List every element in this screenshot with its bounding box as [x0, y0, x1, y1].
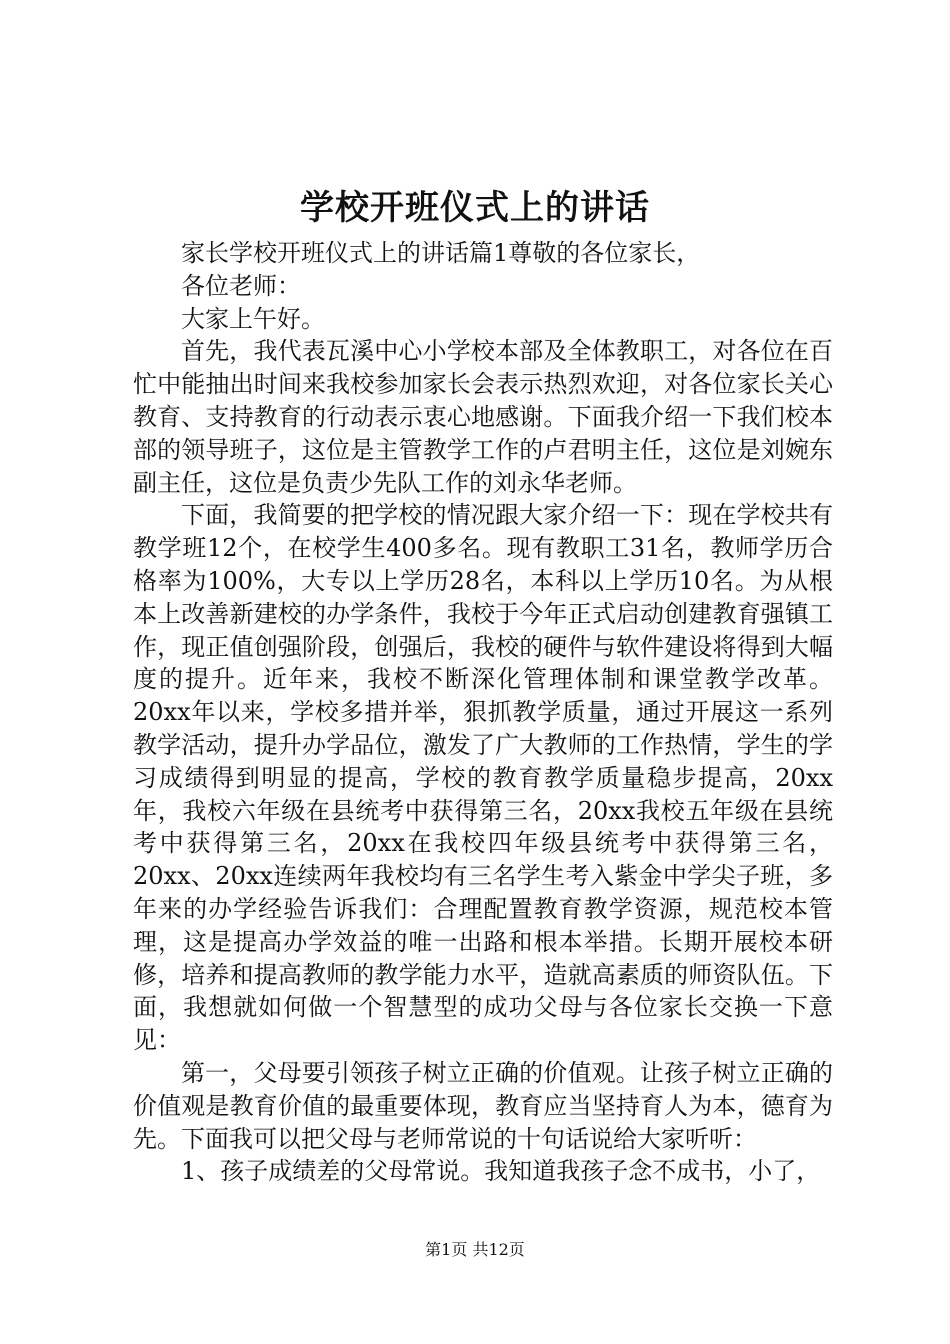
document-body	[133, 237, 833, 1188]
paragraph-salutation-teachers: 各位老师：	[181, 271, 301, 300]
paragraph-salutation: 家长学校开班仪式上的讲话篇1尊敬的各位家长，	[181, 239, 701, 267]
paragraph-point-one: 第一，父母要引领孩子树立正确的价值观。让孩子树立正确的价值观是教育价值的最重要体现，教育应当坚持育人为本，德育为先。下面我可以把父母与老师常说的十句话说给大家听听：	[133, 1058, 833, 1153]
document-title: 学校开班仪式上的讲话	[300, 188, 650, 228]
page-footer: 第1页 共12页	[425, 1240, 525, 1259]
paragraph-introduction: 首先，我代表瓦溪中心小学校本部及全体教职工，对各位在百忙中能抽出时间来我校参加家长会表示热烈欢迎，对各位家长关心教育、支持教育的行动表示衷心地感谢。下面我介绍一下我们校本部的领导班子，这位是主管教学工作的卢君明主任，这位是刘婉东副主任，这位是负责少先队工作的刘永华老师。	[133, 337, 833, 497]
paragraph-greeting: 大家上午好。	[181, 304, 325, 333]
paragraph-school-overview: 下面，我简要的把学校的情况跟大家介绍一下：现在学校共有教学班12个，在校学生400多名。现有教职工31名，教师学历合格率为100%，大专以上学历28名，本科以上学历10名。为从根本上改善新建校的办学条件，我校于今年正式启动创建教育强镇工作，现正值创强阶段，创强后，我校的硬件与软件建设将得到大幅度的提升。近年来，我校不断深化管理体制和课堂教学改革。20xx年以来，学校多措并举，狠抓教学质量，通过开展这一系列教学活动，提升办学品位，激发了广大教师的工作热情，学生的学习成绩得到明显的提高，学校的教育教学质量稳步提高，20xx年，我校六年级在县统考中获得第三名，20xx我校五年级在县统考中获得第三名，20xx在我校四年级县统考中获得第三名，20xx、20xx连续两年我校均有三名学生考入紫金中学尖子班，多年来的办学经验告诉我们：合理配置教育教学资源，规范校本管理，这是提高办学效益的唯一出路和根本举措。长期开展校本研修，培养和提高教师的教学能力水平，造就高素质的师资队伍。下面，我想就如何做一个智慧型的成功父母与各位家长交换一下意见：	[133, 501, 833, 1055]
paragraph-list-item-one: 1、孩子成绩差的父母常说。我知道我孩子念不成书，小了，	[181, 1157, 821, 1186]
